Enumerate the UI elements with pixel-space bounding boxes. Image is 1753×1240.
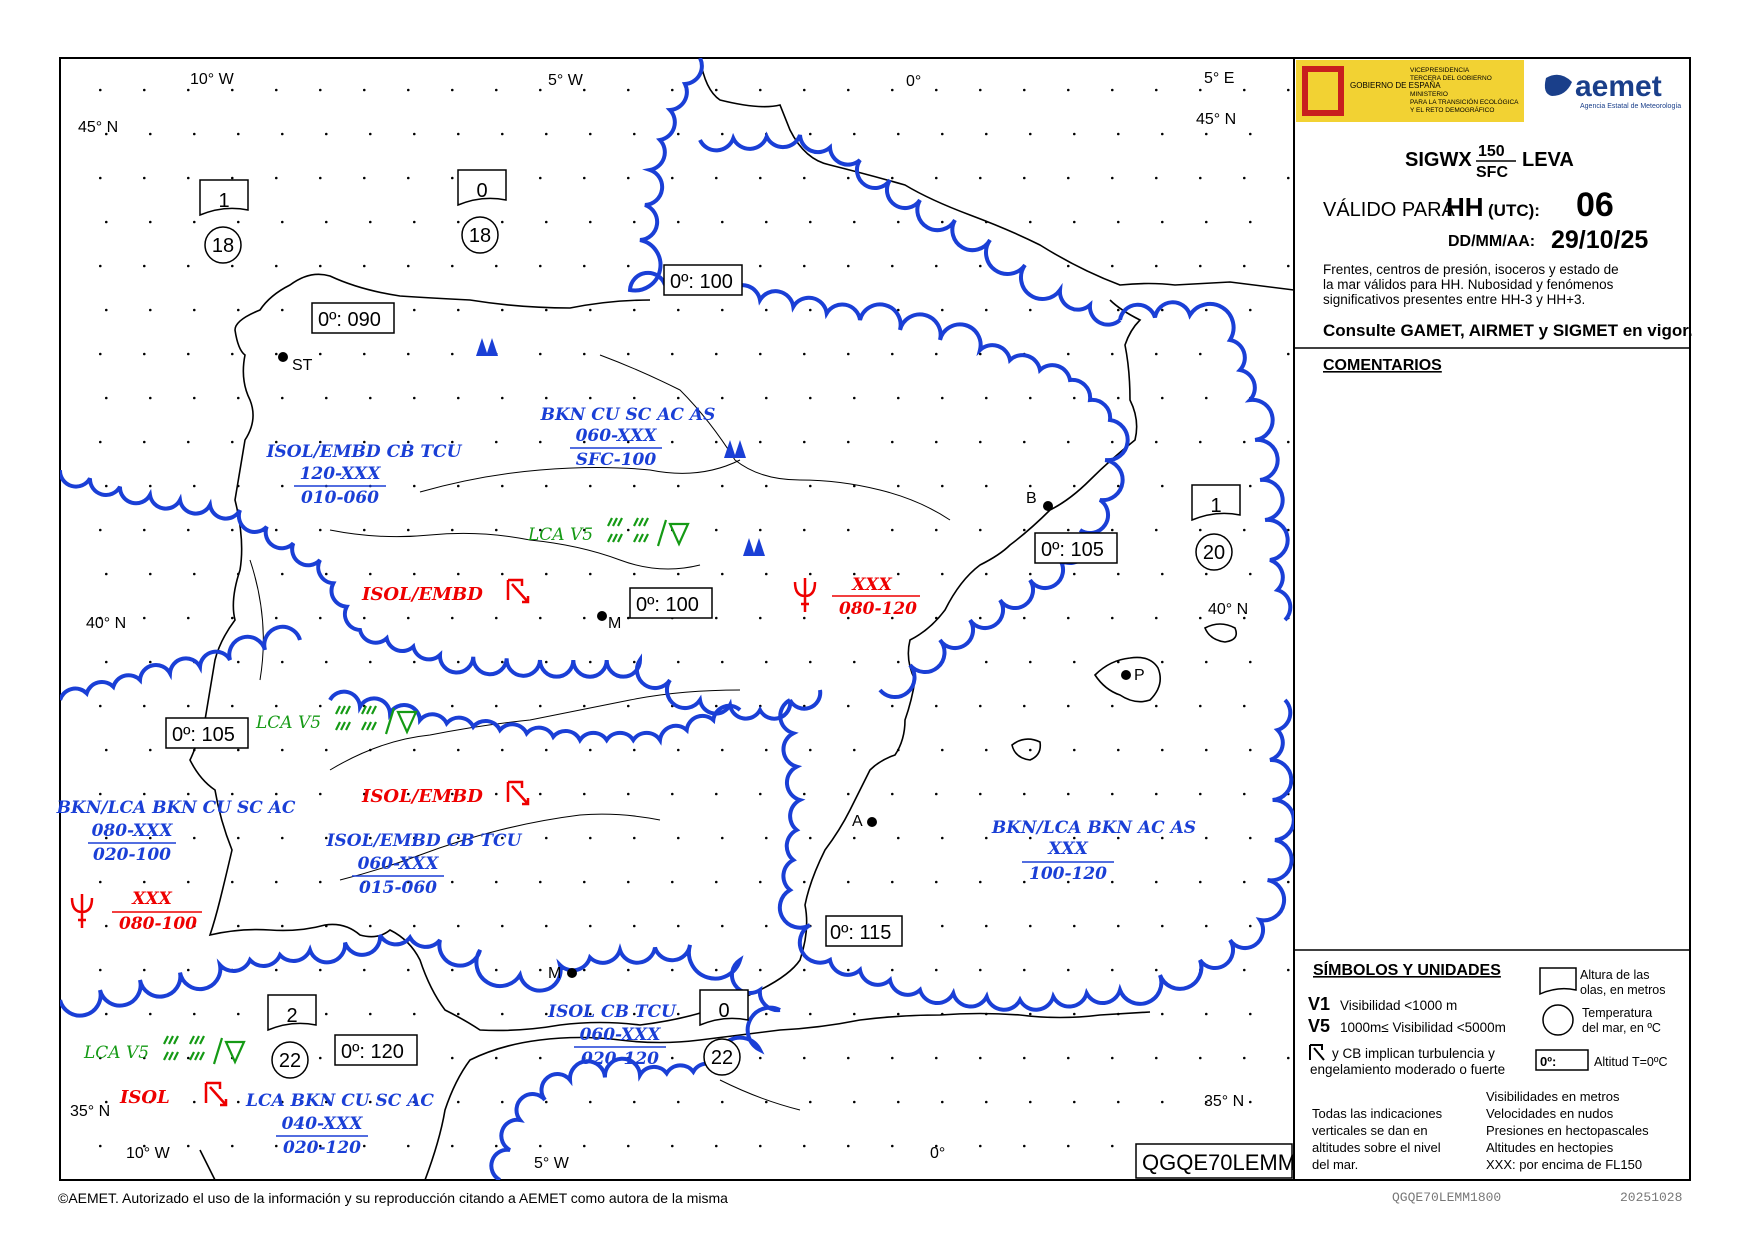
issue-date: 20251028 — [1620, 1190, 1683, 1205]
svg-text:0º: 115: 0º: 115 — [830, 922, 892, 944]
svg-text:SIGWX: SIGWX — [1405, 149, 1472, 171]
station-label: M — [608, 615, 622, 632]
svg-text:040-XXX: 040-XXX — [281, 1114, 363, 1134]
svg-text:18: 18 — [211, 235, 235, 257]
svg-text:significativos presentes entre: significativos presentes entre HH-3 y HH+3. — [1323, 292, 1586, 307]
svg-text:Temperatura: Temperatura — [1582, 1006, 1653, 1020]
svg-text:29/10/25: 29/10/25 — [1551, 226, 1649, 254]
svg-text:080-XXX: 080-XXX — [91, 821, 173, 841]
svg-text:ISOL/EMBD: ISOL/EMBD — [362, 584, 483, 605]
consult-note: Consulte GAMET, AIRMET y SIGMET en vigor. — [1323, 321, 1693, 340]
svg-text:ISOL/EMBD: ISOL/EMBD — [362, 786, 483, 807]
svg-text:VICEPRESIDENCIA: VICEPRESIDENCIA — [1410, 67, 1470, 74]
svg-text:0º: 105: 0º: 105 — [172, 724, 235, 746]
svg-text:VÁLIDO PARA: VÁLIDO PARA — [1323, 199, 1455, 221]
svg-text:Altura de las: Altura de las — [1580, 968, 1650, 982]
file-code: QGQE70LEMM1800 — [1392, 1190, 1502, 1205]
svg-text:120-XXX: 120-XXX — [299, 464, 381, 484]
svg-text:olas, en metros: olas, en metros — [1580, 983, 1666, 997]
svg-text:0º: 120: 0º: 120 — [341, 1041, 404, 1063]
svg-text:MINISTERIO: MINISTERIO — [1410, 91, 1448, 98]
svg-text:Todas las indicaciones: Todas las indicaciones — [1312, 1106, 1443, 1121]
svg-text:06: 06 — [1576, 186, 1614, 224]
comments-title: COMENTARIOS — [1323, 357, 1442, 374]
svg-text:Y EL RETO DEMOGRÁFICO: Y EL RETO DEMOGRÁFICO — [1410, 107, 1495, 114]
svg-text:40° N: 40° N — [1208, 601, 1249, 618]
station-label: M — [548, 965, 562, 982]
svg-text:V5: V5 — [1308, 1016, 1331, 1036]
svg-text:45° N: 45° N — [1196, 111, 1237, 128]
svg-text:HH: HH — [1446, 192, 1484, 222]
svg-text:1000m≤ Visibilidad <5000m: 1000m≤ Visibilidad <5000m — [1340, 1020, 1506, 1035]
svg-text:10° W: 10° W — [190, 71, 234, 88]
svg-text:SFC: SFC — [1476, 164, 1508, 181]
svg-text:ISOL/EMBD CB TCU: ISOL/EMBD CB TCU — [326, 831, 522, 851]
svg-text:100-120: 100-120 — [1028, 864, 1108, 884]
svg-text:0: 0 — [718, 1000, 730, 1022]
bulletin-code: QGQE70LEMM — [1142, 1150, 1297, 1175]
station-label: P — [1134, 667, 1145, 684]
svg-text:SÍMBOLOS Y UNIDADES: SÍMBOLOS Y UNIDADES — [1313, 962, 1501, 979]
svg-text:010-060: 010-060 — [300, 488, 380, 508]
svg-text:PARA LA TRANSICIÓN ECOLÓGICA: PARA LA TRANSICIÓN ECOLÓGICA — [1410, 99, 1519, 106]
svg-text:y CB implican turbulencia y: y CB implican turbulencia y — [1332, 1046, 1495, 1061]
svg-text:XXX: por encima de FL150: XXX: por encima de FL150 — [1486, 1157, 1643, 1172]
svg-text:del mar, en ºC: del mar, en ºC — [1582, 1021, 1661, 1035]
svg-text:0º: 100: 0º: 100 — [636, 594, 699, 616]
svg-text:XXX: XXX — [132, 889, 172, 909]
svg-text:LCA V5: LCA V5 — [256, 713, 322, 733]
svg-text:0°: 0° — [930, 1145, 946, 1162]
svg-text:10° W: 10° W — [126, 1145, 170, 1162]
svg-text:GOBIERNO DE ESPAÑA: GOBIERNO DE ESPAÑA — [1350, 81, 1441, 90]
svg-text:LCA V5: LCA V5 — [528, 525, 594, 545]
svg-text:150: 150 — [1478, 143, 1505, 160]
svg-text:0°: 0° — [906, 73, 922, 90]
svg-text:45° N: 45° N — [78, 119, 119, 136]
svg-text:015-060: 015-060 — [358, 878, 438, 898]
svg-text:Agencia Estatal de Meteorologí: Agencia Estatal de Meteorología — [1580, 103, 1682, 110]
svg-text:Altitudes en hectopies: Altitudes en hectopies — [1486, 1140, 1614, 1155]
svg-text:080-100: 080-100 — [118, 914, 198, 934]
svg-text:40° N: 40° N — [86, 615, 127, 632]
station-label: B — [1026, 490, 1037, 507]
svg-text:XXX: XXX — [852, 575, 892, 595]
svg-text:Velocidades en nudos: Velocidades en nudos — [1486, 1106, 1614, 1121]
svg-text:18: 18 — [468, 225, 492, 247]
svg-text:LCA BKN CU SC AC: LCA BKN CU SC AC — [246, 1091, 434, 1111]
svg-text:Altitud T=0ºC: Altitud T=0ºC — [1594, 1055, 1668, 1069]
svg-text:0º:: 0º: — [1540, 1054, 1557, 1069]
svg-text:20: 20 — [1202, 542, 1226, 564]
svg-text:35° N: 35° N — [70, 1103, 111, 1120]
svg-text:0º: 100: 0º: 100 — [670, 271, 733, 293]
svg-text:DD/MM/AA:: DD/MM/AA: — [1448, 233, 1536, 250]
svg-text:020-100: 020-100 — [92, 845, 172, 865]
svg-text:5° E: 5° E — [1204, 70, 1235, 87]
svg-text:del mar.: del mar. — [1312, 1157, 1359, 1172]
svg-text:020-120: 020-120 — [580, 1049, 660, 1069]
svg-text:ISOL/EMBD CB TCU: ISOL/EMBD CB TCU — [266, 442, 462, 462]
svg-text:060-XXX: 060-XXX — [579, 1025, 661, 1045]
svg-text:LCA V5: LCA V5 — [84, 1043, 150, 1063]
svg-text:V1: V1 — [1308, 994, 1331, 1014]
svg-text:22: 22 — [278, 1050, 302, 1072]
svg-text:XXX: XXX — [1048, 839, 1088, 859]
svg-text:35° N: 35° N — [1204, 1093, 1245, 1110]
sea-temp-icon — [1543, 1005, 1573, 1035]
svg-text:BKN CU SC AC AS: BKN CU SC AC AS — [540, 405, 716, 425]
svg-text:BKN/LCA BKN CU SC AC: BKN/LCA BKN CU SC AC — [56, 798, 296, 818]
svg-text:Visibilidades en metros: Visibilidades en metros — [1486, 1089, 1620, 1104]
svg-text:5° W: 5° W — [534, 1155, 569, 1172]
svg-text:060-XXX: 060-XXX — [357, 854, 439, 874]
svg-text:ISOL CB TCU: ISOL CB TCU — [548, 1002, 676, 1022]
svg-text:0: 0 — [476, 180, 488, 202]
svg-text:060-XXX: 060-XXX — [575, 426, 657, 446]
copyright-footer: ©AEMET. Autorizado el uso de la información y su reproducción citando a AEMET como autora de la misma — [58, 1190, 728, 1206]
svg-text:020-120: 020-120 — [282, 1138, 362, 1158]
svg-text:LEVA: LEVA — [1522, 149, 1574, 171]
svg-text:080-120: 080-120 — [838, 599, 918, 619]
svg-text:22: 22 — [710, 1047, 734, 1069]
station-label: A — [852, 813, 863, 830]
validity-description — [1323, 262, 1619, 307]
svg-text:aemet: aemet — [1575, 70, 1662, 103]
svg-text:0º: 090: 0º: 090 — [318, 309, 381, 331]
svg-text:altitudes sobre el nivel: altitudes sobre el nivel — [1312, 1140, 1441, 1155]
svg-text:5° W: 5° W — [548, 72, 583, 89]
svg-text:Visibilidad <1000 m: Visibilidad <1000 m — [1340, 998, 1458, 1013]
svg-text:1: 1 — [218, 190, 230, 212]
svg-text:2: 2 — [286, 1005, 298, 1027]
map-frame — [60, 58, 1297, 1180]
svg-text:Frentes, centros de presión, i: Frentes, centros de presión, isoceros y estado de — [1323, 262, 1619, 277]
svg-text:TERCERA DEL GOBIERNO: TERCERA DEL GOBIERNO — [1410, 75, 1492, 82]
svg-text:SFC-100: SFC-100 — [575, 450, 657, 470]
svg-text:ISOL: ISOL — [120, 1087, 170, 1108]
station-label: ST — [292, 357, 313, 374]
svg-text:verticales se dan en: verticales se dan en — [1312, 1123, 1428, 1138]
svg-text:0º: 105: 0º: 105 — [1041, 539, 1104, 561]
svg-text:BKN/LCA BKN AC AS: BKN/LCA BKN AC AS — [991, 818, 1197, 838]
svg-text:1: 1 — [1210, 495, 1222, 517]
svg-text:la mar válidos para HH. Nubosi: la mar válidos para HH. Nubosidad y fenómenos — [1323, 277, 1614, 292]
svg-text:(UTC):: (UTC): — [1488, 201, 1540, 220]
svg-text:engelamiento moderado o fuerte: engelamiento moderado o fuerte — [1310, 1062, 1506, 1077]
svg-text:Presiones en hectopascales: Presiones en hectopascales — [1486, 1123, 1649, 1138]
